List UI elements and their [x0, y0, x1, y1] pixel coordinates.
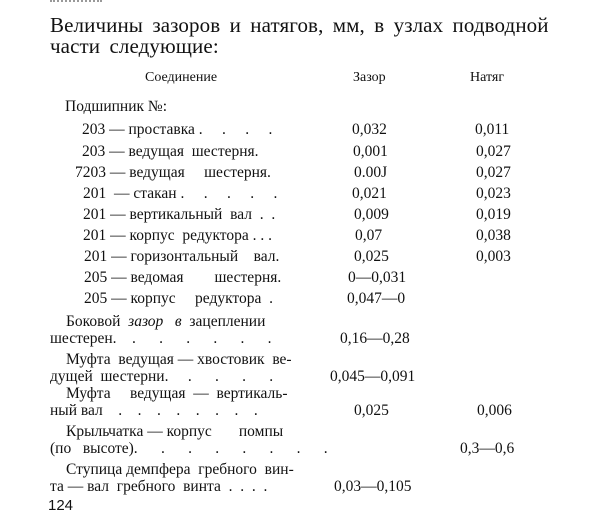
interference-value: 0,027 — [476, 143, 511, 160]
header-clearance: Зазор — [353, 70, 386, 85]
interference-value: 0,3—0,6 — [460, 440, 515, 457]
row-label-line1: Муфта ведущая — хвостовик ве- — [66, 351, 292, 368]
row-label: 7203 — ведущая шестерня. — [75, 164, 271, 181]
row-label: 205 — ведомая шестерня. — [84, 269, 282, 286]
header-connection: Соединение — [145, 70, 218, 85]
clearance-value: 0,021 — [352, 185, 387, 202]
row-label: 201 — стакан . . . . . — [83, 185, 278, 202]
row-label-line1: Крыльчатка — корпус помпы — [66, 423, 284, 440]
clearance-value: 0,045—0,091 — [330, 368, 416, 385]
row-label: 203 — проставка . . . . — [82, 121, 273, 138]
interference-value: 0,011 — [475, 121, 510, 138]
intro-paragraph: Величины зазоров и натягов, мм, в узлах подводной части следующие: — [50, 13, 549, 58]
page-number: 124 — [48, 497, 74, 514]
row-label: 201 — корпус редуктора . . . — [83, 227, 273, 244]
clearance-value: 0,03—0,105 — [334, 478, 412, 495]
row-label-line1: Муфта ведущая — вертикаль- — [66, 385, 288, 402]
row-label: 201 — горизонтальный вал. — [84, 248, 280, 265]
clearance-value: 0,025 — [354, 402, 389, 419]
clearance-value: 0,025 — [354, 248, 389, 265]
row-label: 201 — вертикальный вал . . — [83, 206, 276, 223]
interference-value: 0,019 — [476, 206, 511, 223]
clearance-value: 0.00J — [354, 164, 388, 181]
group-label-bearing: Подшипник №: — [65, 98, 167, 115]
row-label-line2: ный вал . . . . . . . . — [50, 402, 258, 419]
row-label-line2: та — вал гребного винта . . . . — [50, 478, 268, 495]
interference-value: 0,027 — [476, 164, 511, 181]
row-label-line2: (по высоте). . . . . . . . — [50, 440, 328, 457]
clearance-value: 0,07 — [355, 227, 383, 244]
row-label-line2: дущей шестерни. . . . . — [50, 368, 274, 385]
interference-value: 0,006 — [477, 402, 512, 419]
row-label-line1: Ступица демпфера гребного вин- — [66, 461, 294, 478]
interference-value: 0,023 — [476, 185, 511, 202]
interference-value: 0,038 — [476, 227, 511, 244]
clearance-value: 0,047—0 — [347, 290, 406, 307]
row-label-line1: Боковой зазор в зацеплении — [66, 313, 266, 330]
cut-off-previous-line — [50, 0, 102, 2]
clearance-value: 0,001 — [353, 143, 388, 160]
row-label: 203 — ведущая шестерня. — [82, 143, 259, 160]
interference-value: 0,003 — [476, 248, 511, 265]
clearance-value: 0—0,031 — [348, 269, 407, 286]
clearance-value: 0,032 — [352, 121, 387, 138]
clearance-value: 0,16—0,28 — [340, 330, 410, 347]
clearance-value: 0,009 — [354, 206, 389, 223]
header-interference: Натяг — [470, 70, 505, 85]
row-label-line2: шестерен. . . . . . . — [50, 330, 272, 347]
row-label: 205 — корпус редуктора . — [84, 290, 274, 307]
